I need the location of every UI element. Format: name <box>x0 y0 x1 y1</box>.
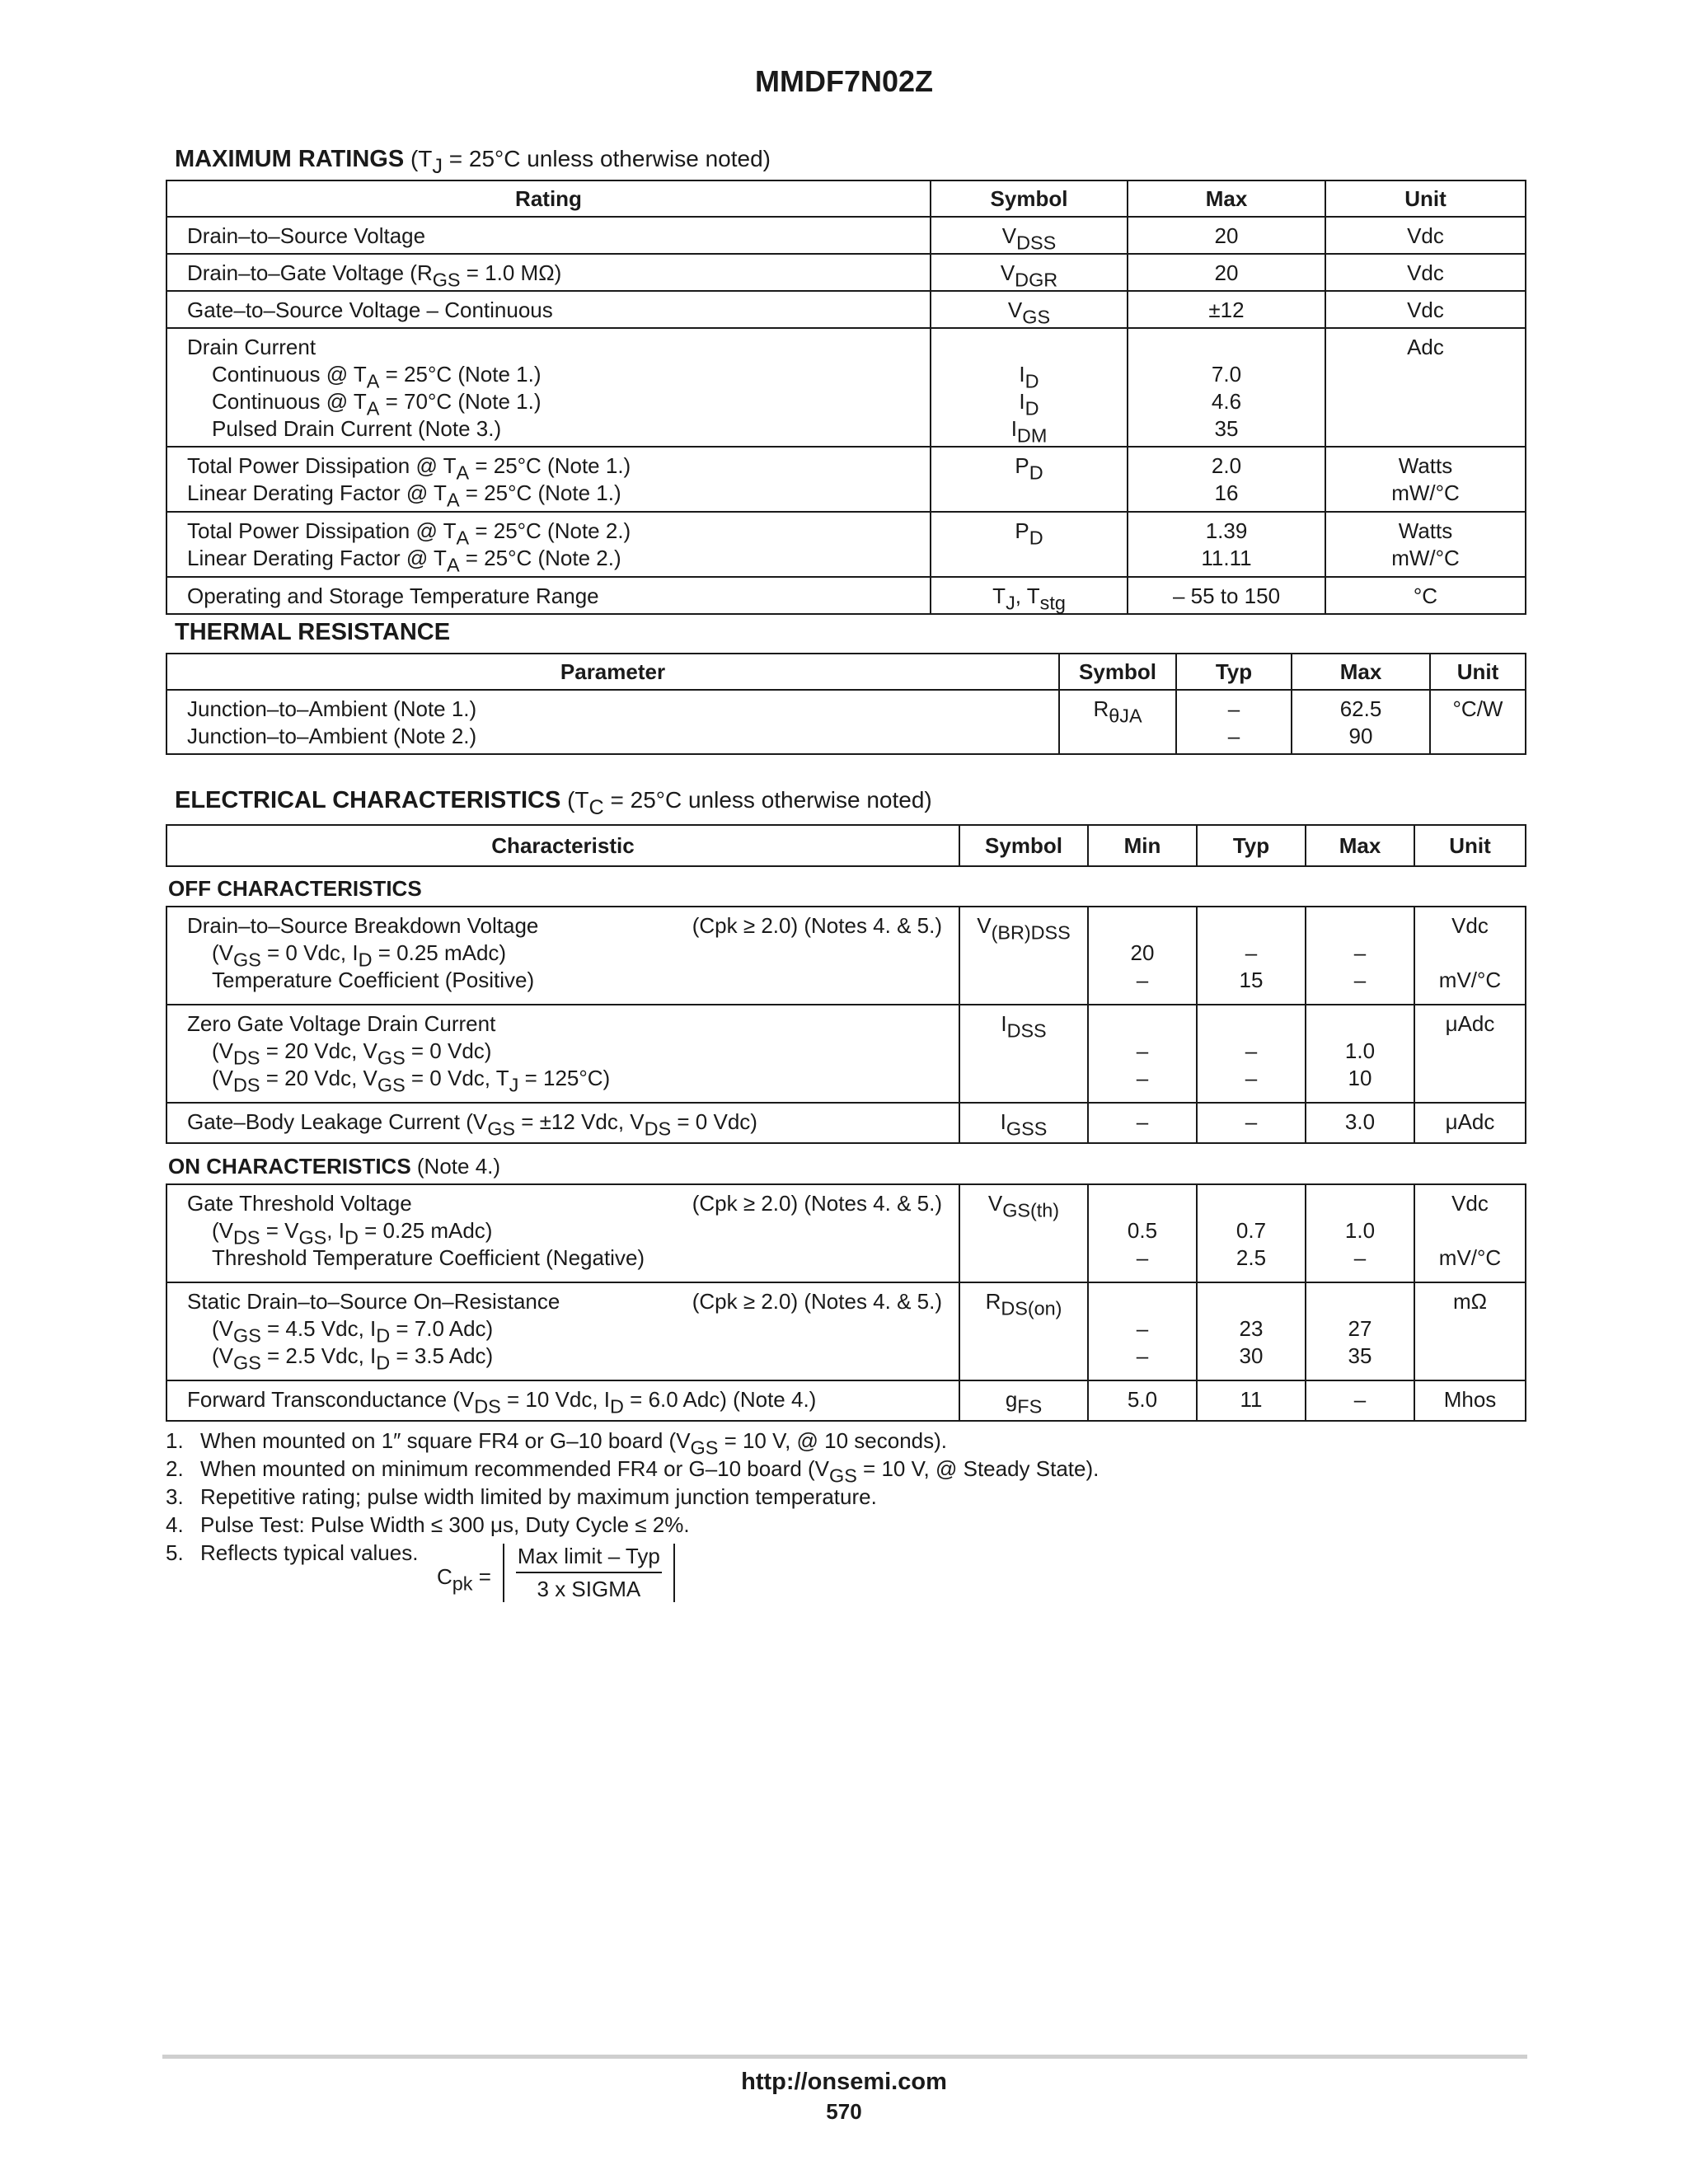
max-cell: 20 <box>1128 254 1325 291</box>
header-typ: Typ <box>1176 654 1292 690</box>
header-max: Max <box>1128 180 1325 217</box>
thermal-heading <box>175 619 450 646</box>
table-row <box>166 447 1526 512</box>
characteristic-cell: Drain–to–Source Breakdown Voltage (Cpk ≥ 2.0) (Notes 4. & 5.) ($V_{GS} = 0$ Vdc, $I_D = 0.25$ mAdc) Temperature Coefficient (Positive) <box>166 907 959 1005</box>
thermal-table <box>166 653 1526 755</box>
header-symbol: Symbol <box>1059 654 1176 690</box>
unit-cell: Watts mW/°C <box>1325 447 1526 512</box>
table-row <box>166 291 1526 328</box>
max-ratings-heading: MAXIMUM RATINGS ($T_J = 25^\circ C$ unless otherwise noted) <box>175 146 771 179</box>
footnote: 2. When mounted on minimum recommended FR4 or G–10 board ($V_{GS} = 10$ V, @ Steady State). <box>166 1456 1100 1487</box>
table-row <box>166 1282 1526 1380</box>
header-typ: Typ <box>1197 825 1306 866</box>
page-number: 570 <box>826 2099 862 2124</box>
header-symbol: Symbol <box>931 180 1128 217</box>
header-unit: Unit <box>1414 825 1526 866</box>
unit-cell: Mhos <box>1414 1380 1526 1421</box>
footnote: 3. Repetitive rating; pulse width limited by maximum junction temperature. <box>166 1484 877 1509</box>
electrical-heading: ELECTRICAL CHARACTERISTICS ($T_C = 25^\circ C$ unless otherwise noted) <box>175 787 932 820</box>
header-characteristic: Characteristic <box>166 825 959 866</box>
table-row <box>166 690 1526 754</box>
footer-url-link[interactable]: http://onsemi.com <box>741 2069 947 2095</box>
typ-cell: – 15 <box>1197 907 1306 1005</box>
typ-cell: 0.7 2.5 <box>1197 1184 1306 1282</box>
characteristic-cell: Zero Gate Voltage Drain Current ($V_{DS} = 20$ Vdc, $V_{GS} = 0$ Vdc) ($V_{DS} = 20$ Vdc, $V_{GS} = 0$ Vdc, $T_J = 125^\circ C$) <box>166 1005 959 1103</box>
symbol-cell: $I_{GSS}$ <box>959 1103 1088 1143</box>
unit-cell: °C <box>1325 577 1526 614</box>
max-cell: 1.39 11.11 <box>1128 512 1325 577</box>
symbol-cell: $V_{GS(th)}$ <box>959 1184 1088 1282</box>
symbol-cell: $I_{DSS}$ <box>959 1005 1088 1103</box>
unit-cell: °C/W <box>1430 690 1526 754</box>
rating-cell: Operating and Storage Temperature Range <box>166 577 931 614</box>
unit-cell: Vdc mV/°C <box>1414 907 1526 1005</box>
typ-cell: – – <box>1197 1005 1306 1103</box>
characteristic-cell: Static Drain–to–Source On–Resistance (Cpk ≥ 2.0) (Notes 4. & 5.) ($V_{GS} = 4.5$ Vdc, $I_D = 7.0$ Adc) ($V_{GS} = 2.5$ Vdc, $I_D = 3.5$ Adc) <box>166 1282 959 1380</box>
typ-cell: – <box>1197 1103 1306 1143</box>
table-row <box>166 1380 1526 1421</box>
max-cell: – – <box>1306 907 1414 1005</box>
cpk-formula: $C_{pk}$ = $\frac{\text{Max limit – Typ}}{\text{3 x SIGMA}}$ <box>437 1544 675 1602</box>
unit-cell: μAdc <box>1414 1005 1526 1103</box>
min-cell: – – <box>1088 1282 1197 1380</box>
rating-cell: Gate–to–Source Voltage – Continuous <box>166 291 931 328</box>
symbol-cell: $I_D$ $I_D$ $I_{DM}$ <box>931 328 1128 447</box>
symbol-cell: $P_D$ <box>931 512 1128 577</box>
characteristic-cell: Forward Transconductance ($V_{DS} = 10$ Vdc, $I_D = 6.0$ Adc) (Note 4.) <box>166 1380 959 1421</box>
on-characteristics-table <box>166 1183 1526 1422</box>
unit-cell: mΩ <box>1414 1282 1526 1380</box>
min-cell: 5.0 <box>1088 1380 1197 1421</box>
rating-cell: Drain–to–Source Voltage <box>166 217 931 254</box>
symbol-cell: $T_J$, $T_{stg}$ <box>931 577 1128 614</box>
off-characteristics-table <box>166 906 1526 1144</box>
footnote: 5. Reflects typical values. <box>166 1540 419 1565</box>
rating-cell: Total Power Dissipation @ $T_A = 25^\circ C$ (Note 2.) Linear Derating Factor @ $T_A = 25^\circ C$ (Note 2.) <box>166 512 931 577</box>
on-characteristics-heading: ON CHARACTERISTICS (Note 4.) <box>168 1154 501 1179</box>
table-header-row <box>166 180 1526 217</box>
symbol-cell: $V_{(BR)DSS}$ <box>959 907 1088 1005</box>
rating-cell: Total Power Dissipation @ $T_A = 25^\circ C$ (Note 1.) Linear Derating Factor @ $T_A = 25^\circ C$ (Note 1.) <box>166 447 931 512</box>
on-characteristics-title: ON CHARACTERISTICS <box>168 1154 411 1179</box>
thermal-title: THERMAL RESISTANCE <box>175 619 451 645</box>
max-cell: – <box>1306 1380 1414 1421</box>
symbol-cell: $V_{GS}$ <box>931 291 1128 328</box>
symbol-cell: $V_{DGR}$ <box>931 254 1128 291</box>
header-unit: Unit <box>1325 180 1526 217</box>
footnote: 4. Pulse Test: Pulse Width ≤ 300 μs, Duty Cycle ≤ 2%. <box>166 1512 690 1537</box>
symbol-cell: $R_{DS(on)}$ <box>959 1282 1088 1380</box>
table-row <box>166 328 1526 447</box>
max-cell: 27 35 <box>1306 1282 1414 1380</box>
off-characteristics-title: OFF CHARACTERISTICS <box>168 876 422 901</box>
typ-cell: – – <box>1176 690 1292 754</box>
symbol-cell: $V_{DSS}$ <box>931 217 1128 254</box>
symbol-cell: $g_{FS}$ <box>959 1380 1088 1421</box>
max-cell: 1.0 10 <box>1306 1005 1414 1103</box>
table-row <box>166 217 1526 254</box>
max-ratings-table <box>166 180 1526 615</box>
min-cell: 0.5 – <box>1088 1184 1197 1282</box>
rating-cell: Drain–to–Gate Voltage ($R_{GS} = 1.0$ MΩ) <box>166 254 931 291</box>
characteristic-cell: Gate Threshold Voltage (Cpk ≥ 2.0) (Notes 4. & 5.) ($V_{DS} = V_{GS}$, $I_D = 0.25$ mAdc) Threshold Temperature Coefficient (Negative) <box>166 1184 959 1282</box>
max-cell: 2.0 16 <box>1128 447 1325 512</box>
max-cell: 62.5 90 <box>1292 690 1430 754</box>
unit-cell: Vdc <box>1325 291 1526 328</box>
unit-cell: Watts mW/°C <box>1325 512 1526 577</box>
unit-cell: μAdc <box>1414 1103 1526 1143</box>
table-row <box>166 1005 1526 1103</box>
table-header-row <box>166 654 1526 690</box>
max-cell: ±12 <box>1128 291 1325 328</box>
parameter-cell: Junction–to–Ambient (Note 1.) Junction–to–Ambient (Note 2.) <box>166 690 1059 754</box>
unit-cell: Vdc <box>1325 217 1526 254</box>
table-row <box>166 1103 1526 1143</box>
page-title: MMDF7N02Z <box>754 64 934 98</box>
max-cell: 20 <box>1128 217 1325 254</box>
table-row <box>166 577 1526 614</box>
header-symbol: Symbol <box>959 825 1088 866</box>
header-unit: Unit <box>1430 654 1526 690</box>
characteristic-cell: Gate–Body Leakage Current ($V_{GS} = \pm 12$ Vdc, $V_{DS} = 0$ Vdc) <box>166 1103 959 1143</box>
min-cell: – <box>1088 1103 1197 1143</box>
max-cell: 7.0 4.6 35 <box>1128 328 1325 447</box>
unit-cell: Vdc mV/°C <box>1414 1184 1526 1282</box>
table-row <box>166 254 1526 291</box>
table-row <box>166 1184 1526 1282</box>
max-cell: 1.0 – <box>1306 1184 1414 1282</box>
footnotes <box>166 1427 1526 1567</box>
unit-cell: Vdc <box>1325 254 1526 291</box>
min-cell: 20 – <box>1088 907 1197 1005</box>
header-max: Max <box>1306 825 1414 866</box>
table-header-row <box>166 825 1526 866</box>
symbol-cell: $R_{\theta JA}$ <box>1059 690 1176 754</box>
typ-cell: 23 30 <box>1197 1282 1306 1380</box>
max-cell: 3.0 <box>1306 1103 1414 1143</box>
max-ratings-title: MAXIMUM RATINGS <box>175 146 405 172</box>
min-cell: – – <box>1088 1005 1197 1103</box>
formula-fraction: $\frac{\text{Max limit – Typ}}{\text{3 x SIGMA}}$ <box>503 1544 675 1602</box>
footer-divider <box>162 2055 1527 2059</box>
symbol-cell: $P_D$ <box>931 447 1128 512</box>
header-rating: Rating <box>166 180 931 217</box>
header-min: Min <box>1088 825 1197 866</box>
header-max: Max <box>1292 654 1430 690</box>
typ-cell: 11 <box>1197 1380 1306 1421</box>
max-cell: – 55 to 150 <box>1128 577 1325 614</box>
electrical-title: ELECTRICAL CHARACTERISTICS <box>175 787 561 813</box>
table-row <box>166 907 1526 1005</box>
unit-cell: Adc <box>1325 328 1526 447</box>
electrical-header-table <box>166 824 1526 867</box>
table-row <box>166 512 1526 577</box>
footnote: 1. When mounted on 1″ square FR4 or G–10 board ($V_{GS} = 10$ V, @ 10 seconds). <box>166 1428 948 1459</box>
header-parameter: Parameter <box>166 654 1059 690</box>
rating-cell: Drain Current Continuous @ $T_A = 25^\circ C$ (Note 1.) Continuous @ $T_A = 70^\circ C$ (Note 1.) Pulsed Drain Current (Note 3.) <box>166 328 931 447</box>
